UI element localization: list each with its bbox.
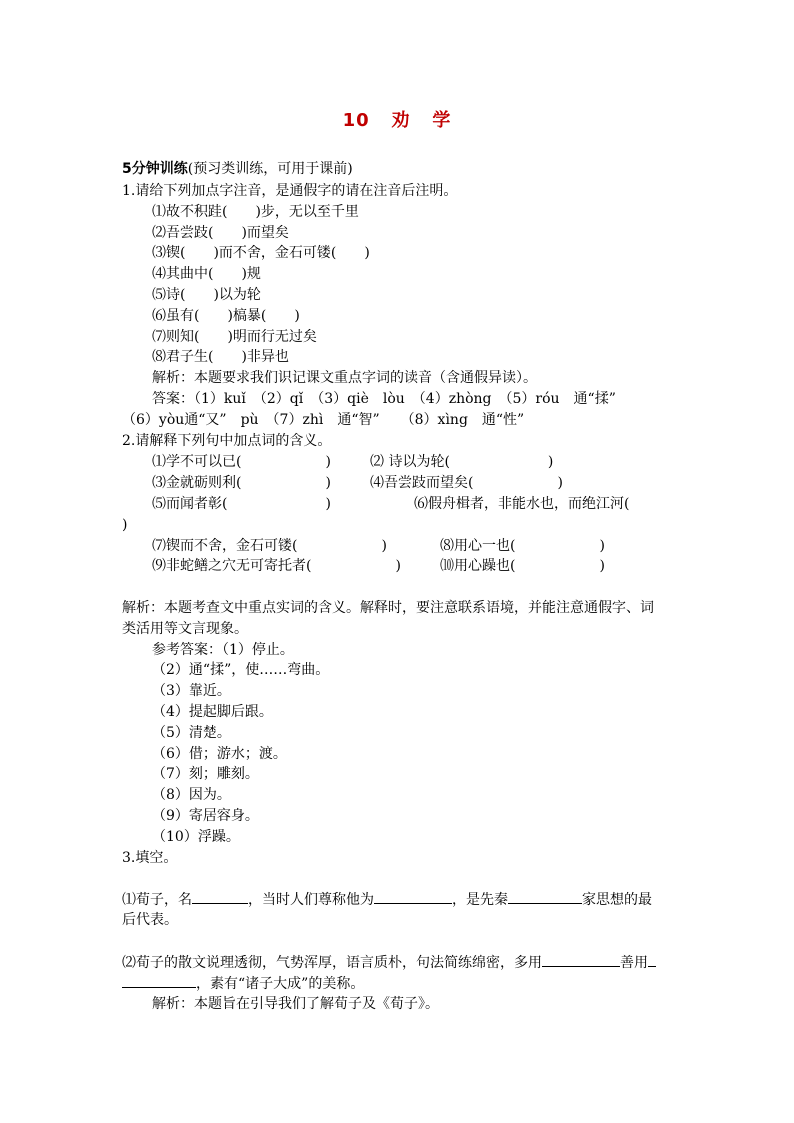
- q2-answer-6: （6）借；游水；渡。: [152, 746, 287, 762]
- q3-item-2-part-b: 善用: [620, 955, 648, 971]
- q2-answer-5: （5）清楚。: [152, 725, 231, 741]
- q2-item-2: ⑵ 诗以为轮( ): [370, 454, 554, 470]
- page-title: [0, 106, 794, 132]
- title-char-1: 劝: [391, 110, 411, 131]
- q2-item-6-close: ): [122, 517, 128, 533]
- q1-item-5: ⑸诗( )以为轮: [152, 287, 261, 303]
- q3-item-1: [122, 890, 652, 909]
- blank-name[interactable]: [192, 890, 248, 904]
- q2-item-8: ⑻用心一也( ): [440, 538, 605, 554]
- q2-answer-3: （3）靠近。: [152, 683, 231, 699]
- q3-item-1-part-d: 家思想的最: [582, 892, 652, 908]
- q3-item-2: [122, 953, 656, 972]
- blank-school[interactable]: [508, 890, 582, 904]
- section-header-bold: 5分钟训练: [122, 161, 188, 177]
- q1-item-4: ⑷其曲中( )规: [152, 266, 261, 282]
- q1-item-8: ⑻君子生( )非异也: [152, 349, 289, 365]
- q2-answer-4: （4）提起脚后跟。: [152, 704, 273, 720]
- q1-answer-line-2: （6）yòu通“又” pù （7）zhì 通“智” （8）xìng 通“性”: [122, 412, 525, 428]
- q1-stem: 1.请给下列加点字注音，是通假字的请在注音后注明。: [122, 183, 458, 199]
- lesson-number: 10: [342, 110, 370, 131]
- q2-stem: 2.请解释下列句中加点词的含义。: [122, 433, 332, 449]
- q2-analysis-line-2: 类活用等文言现象。: [122, 621, 248, 637]
- q2-analysis-line-1: 解析：本题考查文中重点实词的含义。解释时，要注意联系语境，并能注意通假字、词: [122, 600, 654, 616]
- q2-item-6: ⑹假舟楫者，非能水也，而绝江河(: [414, 496, 630, 512]
- blank-honorific[interactable]: [374, 890, 452, 904]
- q1-item-6: ⑹虽有( )槁暴( ): [152, 308, 300, 324]
- q2-answer-7: （7）刻；雕刻。: [152, 766, 259, 782]
- q3-item-1-part-b: ，当时人们尊称他为: [248, 892, 374, 908]
- q3-item-2-part-a: ⑵荀子的散文说理透彻，气势浑厚，语言质朴，句法简练绵密，多用: [122, 955, 542, 971]
- section-header: [122, 160, 353, 178]
- q3-stem: 3.填空。: [122, 850, 178, 866]
- q2-item-1: ⑴学不可以已( ): [152, 454, 331, 470]
- q1-item-2: ⑵吾尝跂( )而望矣: [152, 225, 289, 241]
- q1-analysis: 解析：本题要求我们识记课文重点字词的读音（含通假异读）。: [152, 370, 537, 386]
- q2-answer-9: （9）寄居容身。: [152, 808, 259, 824]
- q2-item-10: ⑽用心躁也( ): [440, 558, 605, 574]
- q2-answer-8: （8）因为。: [152, 787, 231, 803]
- q3-analysis: 解析：本题旨在引导我们了解荀子及《荀子》。: [152, 996, 439, 1012]
- q3-item-1-cont: 后代表。: [122, 912, 178, 928]
- q2-item-3: ⑶金就砺则利( ): [152, 475, 331, 491]
- q2-answer-10: （10）浮躁。: [152, 829, 240, 845]
- q2-item-5: ⑸而闻者彰( ): [152, 496, 331, 512]
- q2-answer-2: （2）通“揉”，使……弯曲。: [152, 662, 330, 678]
- q2-item-7: ⑺锲而不舍，金石可镂( ): [152, 538, 387, 554]
- q1-item-1: ⑴故不积跬( )步，无以至千里: [152, 204, 359, 220]
- q3-item-2-cont: [122, 974, 364, 993]
- title-char-2: 学: [432, 110, 452, 131]
- section-header-note: (预习类训练，可用于课前): [187, 161, 353, 177]
- blank-technique-2-start[interactable]: [648, 953, 656, 967]
- blank-technique-2[interactable]: [122, 974, 196, 988]
- blank-technique-1[interactable]: [542, 953, 620, 967]
- q1-answer-line-1: 答案：（1）kuǐ （2）qǐ （3）qiè lòu （4）zhòng （5）róu 通“揉”: [152, 391, 616, 407]
- q3-item-1-part-c: ，是先秦: [452, 892, 508, 908]
- q1-item-3: ⑶锲( )而不舍，金石可镂( ): [152, 245, 370, 261]
- q2-answer-1: 参考答案：（1）停止。: [152, 642, 294, 658]
- q2-item-9: ⑼非蛇鳝之穴无可寄托者( ): [152, 558, 401, 574]
- q1-item-7: ⑺则知( )明而行无过矣: [152, 329, 317, 345]
- q3-item-1-part-a: ⑴荀子，名: [122, 892, 192, 908]
- q2-item-4: ⑷吾尝跂而望矣( ): [370, 475, 563, 491]
- q3-item-2-part-c: ，素有“诸子大成”的美称。: [196, 976, 365, 992]
